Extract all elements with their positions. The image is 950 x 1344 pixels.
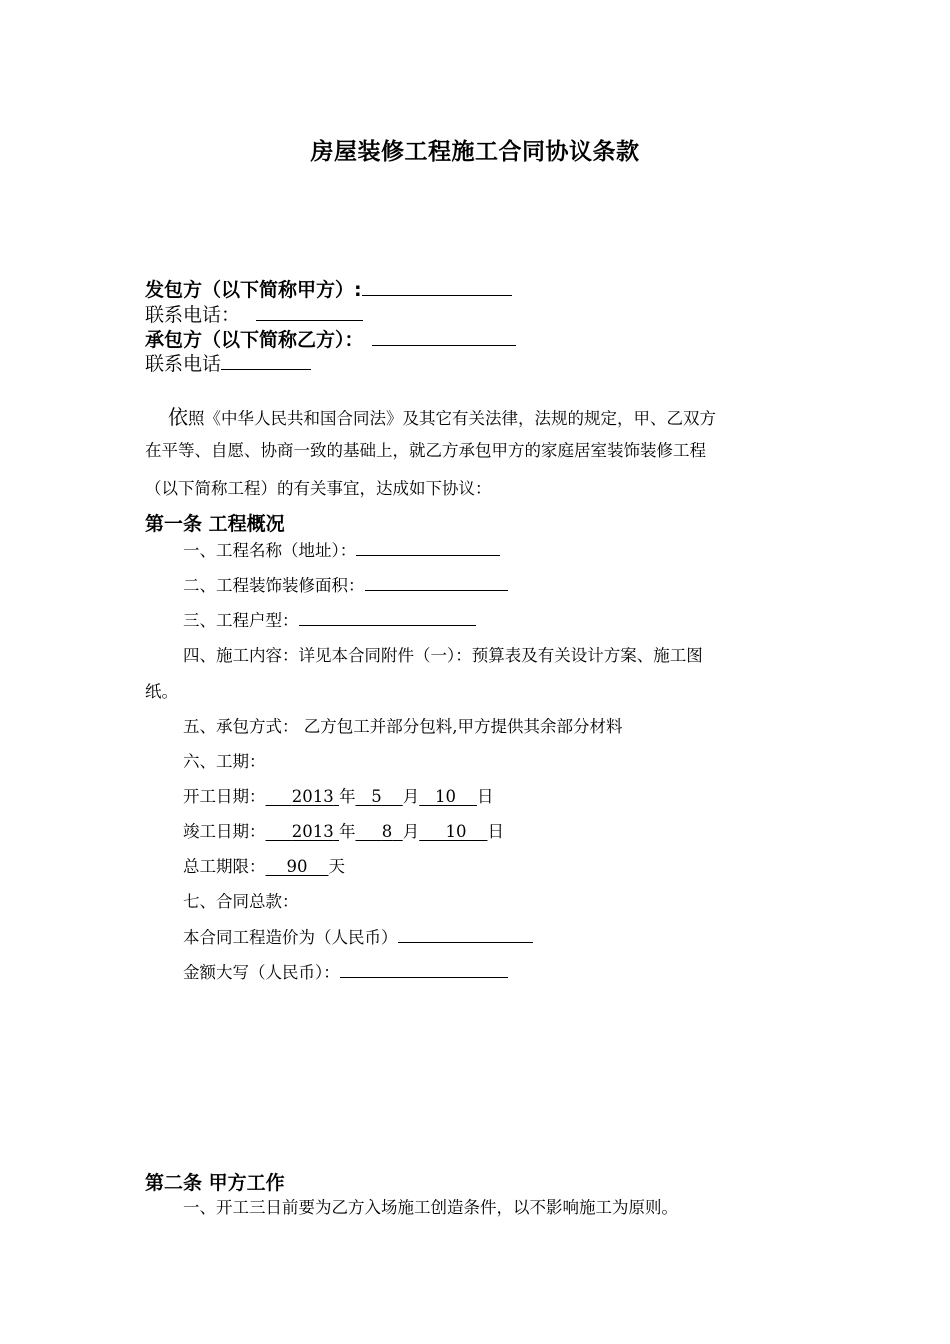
article-1-item-4-line-2: 纸。 <box>145 682 178 701</box>
preamble-line-1 <box>168 401 716 430</box>
party-b-phone-label: 联系电话 <box>145 353 222 375</box>
area-blank <box>365 572 508 591</box>
start-day-unit: 日 <box>476 787 494 806</box>
total-period-line <box>183 853 345 877</box>
layout-blank <box>299 607 476 626</box>
total-days-unit: 天 <box>328 857 345 876</box>
party-a-blank <box>362 277 512 296</box>
project-name-blank <box>356 537 500 556</box>
project-name-label: 一、工程名称（地址）： <box>183 541 357 560</box>
end-day-unit: 日 <box>487 822 504 841</box>
contract-price-line <box>183 924 533 948</box>
preamble-first-char: 依 <box>168 405 188 429</box>
party-a-phone-label: 联系电话： <box>145 304 241 326</box>
party-b-line <box>145 325 516 352</box>
preamble-line-1-text: 照《中华人民共和国合同法》及其它有关法律，法规的规定，甲、乙双方 <box>188 409 716 428</box>
start-year-unit: 年 <box>338 787 356 806</box>
area-label: 二、工程装饰装修面积： <box>183 576 365 595</box>
article-1-item-7: 七、合同总款： <box>183 892 299 911</box>
start-date-line <box>183 783 493 807</box>
start-month-unit: 月 <box>402 787 420 806</box>
party-a-phone-line <box>145 300 363 327</box>
page-title: 房屋装修工程施工合同协议条款 <box>310 138 640 165</box>
total-days: 90 <box>286 857 308 876</box>
start-year: 2013 <box>291 787 334 806</box>
preamble-line-2: 在平等、自愿、协商一致的基础上，就乙方承包甲方的家庭居室装饰装修工程 <box>145 441 706 460</box>
start-month: 5 <box>371 787 382 806</box>
amount-words-label: 金额大写（人民币）： <box>183 963 340 982</box>
end-day: 10 <box>445 822 467 841</box>
party-a-line <box>145 275 512 302</box>
amount-words-blank <box>340 959 508 978</box>
article-1-item-4-line-1: 四、施工内容：详见本合同附件（一）：预算表及有关设计方案、施工图 <box>183 646 703 665</box>
party-a-phone-blank <box>256 302 363 321</box>
contract-price-label: 本合同工程造价为（人民币） <box>183 928 398 947</box>
article-1-item-6: 六、工期： <box>183 752 266 771</box>
end-month: 8 <box>381 822 393 841</box>
end-date-line <box>183 818 504 842</box>
article-2-item-1: 一、开工三日前要为乙方入场施工创造条件，以不影响施工为原则。 <box>183 1198 678 1217</box>
start-date-label: 开工日期： <box>183 787 266 806</box>
contract-price-blank <box>398 924 533 943</box>
party-b-label: 承包方（以下简称乙方）： <box>145 329 364 351</box>
party-b-phone-line <box>145 349 311 376</box>
article-1-item-3 <box>183 607 476 631</box>
article-1-item-1 <box>183 537 500 561</box>
end-year: 2013 <box>291 822 334 841</box>
party-b-blank <box>372 327 516 346</box>
end-year-unit: 年 <box>338 822 356 841</box>
end-month-unit: 月 <box>402 822 420 841</box>
article-2-heading: 第二条 甲方工作 <box>145 1172 285 1194</box>
article-1-item-5: 五、承包方式： 乙方包工并部分包料,甲方提供其余部分材料 <box>183 717 623 736</box>
start-day: 10 <box>434 787 456 806</box>
amount-words-line <box>183 959 508 983</box>
preamble-line-3: （以下简称工程）的有关事宜，达成如下协议： <box>145 479 492 498</box>
article-1-heading: 第一条 工程概况 <box>145 513 285 535</box>
layout-label: 三、工程户型： <box>183 611 299 630</box>
party-a-label: 发包方（以下简称甲方）: <box>145 279 362 301</box>
party-b-phone-blank <box>221 351 311 370</box>
total-period-label: 总工期限： <box>183 857 266 876</box>
article-1-item-2 <box>183 572 508 596</box>
end-date-label: 竣工日期： <box>183 822 266 841</box>
